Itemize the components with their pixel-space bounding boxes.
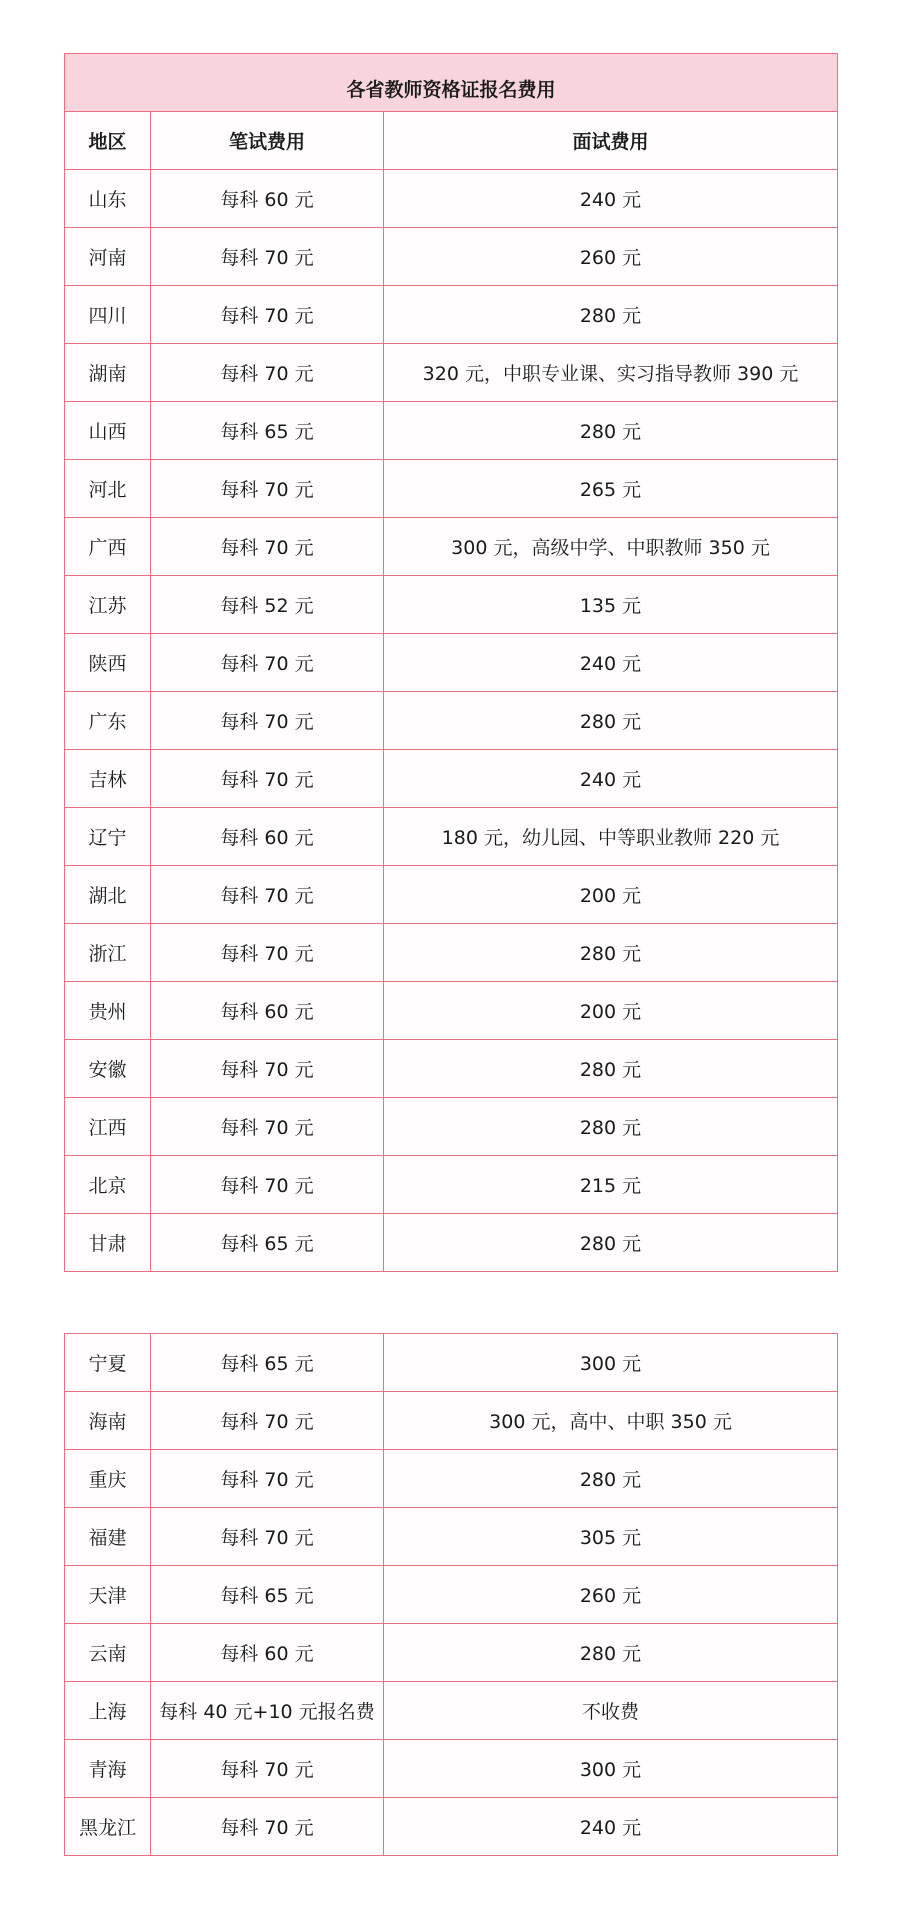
cell-interview-fee: 280 元	[384, 1040, 838, 1098]
cell-region: 宁夏	[65, 1334, 151, 1392]
cell-written-fee: 每科 60 元	[151, 170, 384, 228]
cell-interview-fee: 300 元，高级中学、中职教师 350 元	[384, 518, 838, 576]
cell-interview-fee: 180 元，幼儿园、中等职业教师 220 元	[384, 808, 838, 866]
cell-written-fee: 每科 70 元	[151, 460, 384, 518]
cell-region: 贵州	[65, 982, 151, 1040]
table-row	[65, 1156, 838, 1214]
cell-interview-fee: 200 元	[384, 866, 838, 924]
cell-region: 吉林	[65, 750, 151, 808]
cell-written-fee: 每科 65 元	[151, 402, 384, 460]
cell-interview-fee: 300 元，高中、中职 350 元	[384, 1392, 838, 1450]
cell-interview-fee: 280 元	[384, 286, 838, 344]
table-row	[65, 402, 838, 460]
cell-region: 福建	[65, 1508, 151, 1566]
cell-interview-fee: 280 元	[384, 1214, 838, 1272]
cell-written-fee: 每科 40 元+10 元报名费	[151, 1682, 384, 1740]
cell-written-fee: 每科 52 元	[151, 576, 384, 634]
cell-region: 甘肃	[65, 1214, 151, 1272]
cell-written-fee: 每科 70 元	[151, 1740, 384, 1798]
cell-written-fee: 每科 70 元	[151, 228, 384, 286]
cell-region: 江苏	[65, 576, 151, 634]
table-row	[65, 808, 838, 866]
cell-region: 湖北	[65, 866, 151, 924]
header-written-fee: 笔试费用	[151, 112, 384, 170]
cell-interview-fee: 240 元	[384, 1798, 838, 1856]
cell-region: 湖南	[65, 344, 151, 402]
cell-interview-fee: 260 元	[384, 1566, 838, 1624]
cell-region: 辽宁	[65, 808, 151, 866]
table-title: 各省教师资格证报名费用	[65, 54, 838, 112]
cell-written-fee: 每科 60 元	[151, 1624, 384, 1682]
table-row	[65, 750, 838, 808]
cell-interview-fee: 240 元	[384, 634, 838, 692]
cell-interview-fee: 280 元	[384, 1098, 838, 1156]
table-row	[65, 1098, 838, 1156]
cell-interview-fee: 200 元	[384, 982, 838, 1040]
cell-interview-fee: 280 元	[384, 692, 838, 750]
cell-written-fee: 每科 65 元	[151, 1566, 384, 1624]
cell-written-fee: 每科 70 元	[151, 1798, 384, 1856]
cell-interview-fee: 300 元	[384, 1334, 838, 1392]
cell-region: 江西	[65, 1098, 151, 1156]
table-row	[65, 1740, 838, 1798]
cell-written-fee: 每科 70 元	[151, 924, 384, 982]
table-row	[65, 634, 838, 692]
cell-written-fee: 每科 70 元	[151, 1040, 384, 1098]
cell-written-fee: 每科 70 元	[151, 286, 384, 344]
cell-interview-fee: 280 元	[384, 1450, 838, 1508]
cell-interview-fee: 280 元	[384, 924, 838, 982]
cell-region: 安徽	[65, 1040, 151, 1098]
cell-written-fee: 每科 70 元	[151, 866, 384, 924]
cell-region: 广东	[65, 692, 151, 750]
cell-written-fee: 每科 70 元	[151, 1392, 384, 1450]
cell-written-fee: 每科 60 元	[151, 808, 384, 866]
table-row	[65, 1624, 838, 1682]
table-row	[65, 518, 838, 576]
table-row	[65, 924, 838, 982]
fee-table-part-2	[64, 1333, 838, 1856]
cell-region: 云南	[65, 1624, 151, 1682]
cell-interview-fee: 240 元	[384, 170, 838, 228]
fee-table-part-1	[64, 53, 838, 1272]
cell-written-fee: 每科 70 元	[151, 692, 384, 750]
cell-written-fee: 每科 70 元	[151, 634, 384, 692]
cell-written-fee: 每科 70 元	[151, 1098, 384, 1156]
cell-written-fee: 每科 65 元	[151, 1214, 384, 1272]
cell-written-fee: 每科 70 元	[151, 1156, 384, 1214]
cell-written-fee: 每科 65 元	[151, 1334, 384, 1392]
table-row	[65, 1334, 838, 1392]
cell-region: 重庆	[65, 1450, 151, 1508]
table-row	[65, 982, 838, 1040]
table-row	[65, 692, 838, 750]
cell-written-fee: 每科 70 元	[151, 1450, 384, 1508]
cell-region: 浙江	[65, 924, 151, 982]
cell-region: 河北	[65, 460, 151, 518]
cell-region: 广西	[65, 518, 151, 576]
cell-region: 山西	[65, 402, 151, 460]
cell-interview-fee: 280 元	[384, 402, 838, 460]
cell-region: 山东	[65, 170, 151, 228]
cell-region: 黑龙江	[65, 1798, 151, 1856]
table-row	[65, 1508, 838, 1566]
cell-interview-fee: 240 元	[384, 750, 838, 808]
table-row	[65, 1214, 838, 1272]
table-row	[65, 576, 838, 634]
cell-written-fee: 每科 70 元	[151, 344, 384, 402]
table-row	[65, 286, 838, 344]
cell-region: 青海	[65, 1740, 151, 1798]
cell-written-fee: 每科 70 元	[151, 518, 384, 576]
cell-region: 陕西	[65, 634, 151, 692]
title-row	[65, 54, 838, 112]
cell-interview-fee: 265 元	[384, 460, 838, 518]
cell-interview-fee: 215 元	[384, 1156, 838, 1214]
cell-written-fee: 每科 70 元	[151, 750, 384, 808]
table-row	[65, 1450, 838, 1508]
cell-region: 上海	[65, 1682, 151, 1740]
cell-written-fee: 每科 70 元	[151, 1508, 384, 1566]
table-row	[65, 1798, 838, 1856]
table-row	[65, 170, 838, 228]
cell-region: 北京	[65, 1156, 151, 1214]
header-row	[65, 112, 838, 170]
table-row	[65, 866, 838, 924]
cell-written-fee: 每科 60 元	[151, 982, 384, 1040]
cell-region: 四川	[65, 286, 151, 344]
cell-interview-fee: 不收费	[384, 1682, 838, 1740]
cell-interview-fee: 320 元，中职专业课、实习指导教师 390 元	[384, 344, 838, 402]
header-region: 地区	[65, 112, 151, 170]
cell-interview-fee: 260 元	[384, 228, 838, 286]
cell-region: 河南	[65, 228, 151, 286]
table-row	[65, 1392, 838, 1450]
cell-interview-fee: 300 元	[384, 1740, 838, 1798]
table-row	[65, 1566, 838, 1624]
table-row	[65, 1040, 838, 1098]
table-row	[65, 228, 838, 286]
table-row	[65, 1682, 838, 1740]
cell-interview-fee: 280 元	[384, 1624, 838, 1682]
table-row	[65, 344, 838, 402]
cell-region: 天津	[65, 1566, 151, 1624]
cell-region: 海南	[65, 1392, 151, 1450]
header-interview-fee: 面试费用	[384, 112, 838, 170]
cell-interview-fee: 135 元	[384, 576, 838, 634]
cell-interview-fee: 305 元	[384, 1508, 838, 1566]
table-row	[65, 460, 838, 518]
